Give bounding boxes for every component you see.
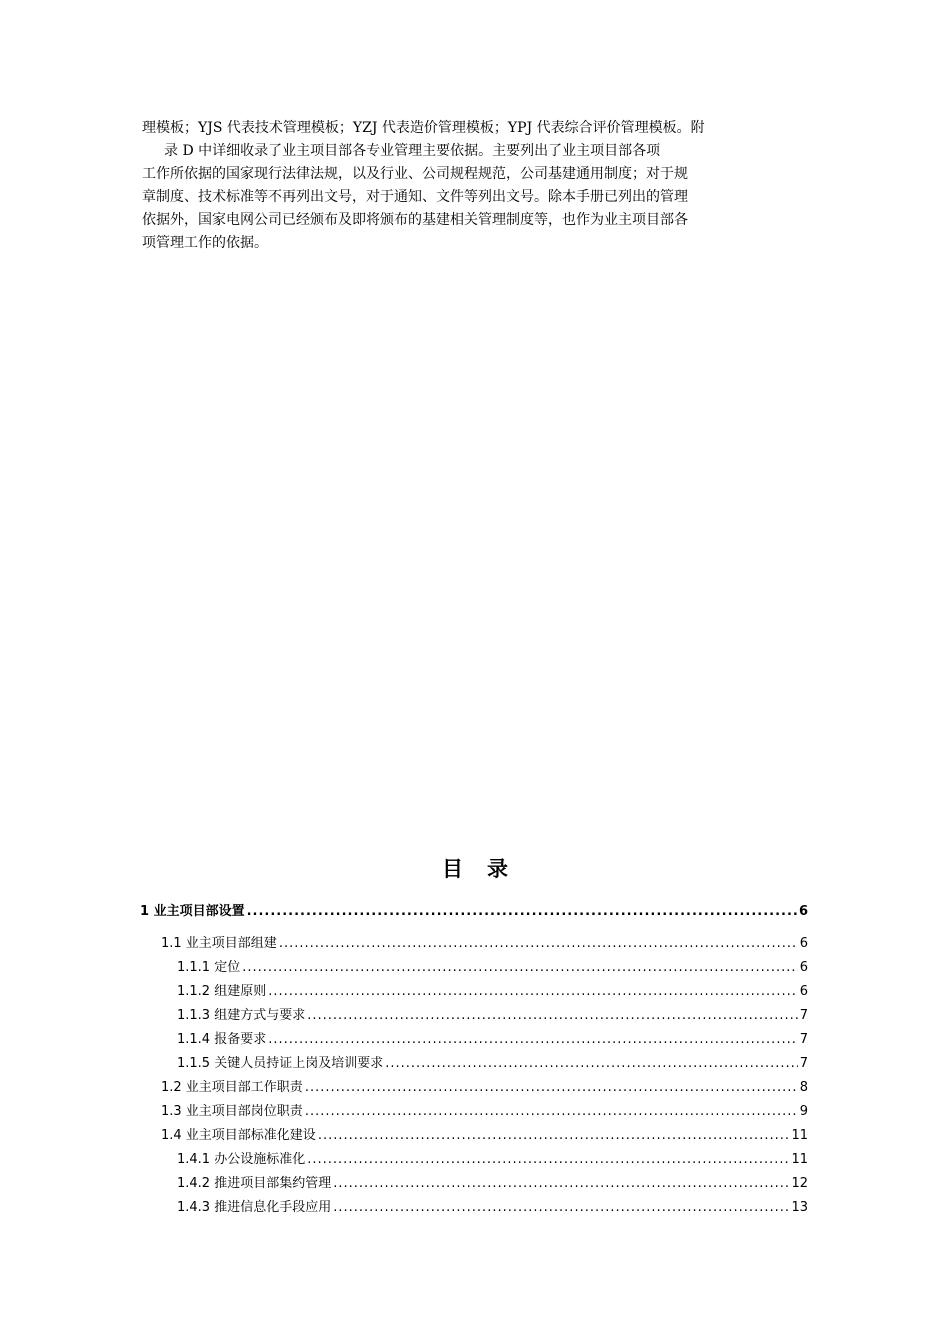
toc-page-number: 6 (798, 904, 808, 919)
toc-entry[interactable] (140, 1196, 808, 1220)
toc-leader-dots (247, 900, 797, 924)
intro-line: 章制度、技术标准等不再列出文号，对于通知、文件等列出文号。除本手册已列出的管理 (142, 189, 688, 205)
toc-entry[interactable] (140, 1052, 808, 1076)
toc-page-number: 6 (799, 960, 808, 975)
toc-entry[interactable] (140, 1028, 808, 1052)
toc-leader-dots (305, 1100, 798, 1124)
toc-leader-dots (268, 980, 798, 1004)
toc-entry-label: 1.1.1 定位 (177, 960, 241, 975)
toc-leader-dots (268, 1028, 798, 1052)
toc-leader-dots (333, 1196, 789, 1220)
toc-leader-dots (385, 1052, 798, 1076)
toc-leader-dots (279, 932, 798, 956)
toc-entry-label: 1.1.3 组建方式与要求 (177, 1008, 306, 1023)
toc-page-number: 13 (791, 1200, 808, 1215)
toc-entry[interactable] (140, 1172, 808, 1196)
toc-entry-label: 1.4.2 推进项目部集约管理 (177, 1176, 332, 1191)
toc-page-number: 7 (799, 1056, 808, 1071)
toc-entry[interactable] (140, 1076, 808, 1100)
toc-entry[interactable] (140, 932, 808, 956)
intro-line: 录 D 中详细收录了业主项目部各专业管理主要依据。主要列出了业主项目部各项 (164, 143, 661, 159)
toc-entry-label: 1 业主项目部设置 (140, 904, 245, 919)
toc-leader-dots (318, 1124, 790, 1148)
toc-entry[interactable] (140, 1148, 808, 1172)
toc-entry-label: 1.4 业主项目部标准化建设 (161, 1128, 316, 1143)
table-of-contents (140, 900, 808, 1220)
toc-entry[interactable] (140, 1124, 808, 1148)
toc-entry-label: 1.4.3 推进信息化手段应用 (177, 1200, 332, 1215)
toc-page-number: 6 (799, 936, 808, 951)
toc-leader-dots (333, 1172, 789, 1196)
toc-entry-label: 1.1.5 关键人员持证上岗及培训要求 (177, 1056, 384, 1071)
toc-leader-dots (307, 1148, 789, 1172)
toc-page-number: 8 (799, 1080, 808, 1095)
toc-leader-dots (305, 1076, 798, 1100)
intro-paragraph (142, 117, 814, 255)
toc-page-number: 11 (791, 1152, 808, 1167)
toc-entry[interactable] (140, 900, 808, 932)
toc-entry-label: 1.1 业主项目部组建 (161, 936, 277, 951)
toc-page-number: 6 (799, 984, 808, 999)
toc-entry[interactable] (140, 956, 808, 980)
toc-leader-dots (242, 956, 798, 980)
toc-page-number: 12 (791, 1176, 808, 1191)
intro-line: 项管理工作的依据。 (142, 235, 268, 251)
toc-entry[interactable] (140, 1100, 808, 1124)
toc-page-number: 7 (799, 1032, 808, 1047)
toc-entry-label: 1.1.2 组建原则 (177, 984, 267, 999)
toc-entry-label: 1.1.4 报备要求 (177, 1032, 267, 1047)
toc-entry-label: 1.4.1 办公设施标准化 (177, 1152, 306, 1167)
intro-line: 依据外，国家电网公司已经颁布及即将颁布的基建相关管理制度等，也作为业主项目部各 (142, 212, 688, 228)
intro-line: 理模板；YJS 代表技术管理模板；YZJ 代表造价管理模板；YPJ 代表综合评价管理模板。附 (142, 120, 705, 136)
toc-title: 目录 (442, 857, 532, 881)
toc-page-number: 9 (799, 1104, 808, 1119)
toc-page-number: 11 (791, 1128, 808, 1143)
toc-entry[interactable] (140, 980, 808, 1004)
toc-page-number: 7 (799, 1008, 808, 1023)
intro-line: 工作所依据的国家现行法律法规，以及行业、公司规程规范，公司基建通用制度；对于规 (142, 166, 688, 182)
toc-entry-label: 1.2 业主项目部工作职责 (161, 1080, 303, 1095)
toc-entry[interactable] (140, 1004, 808, 1028)
toc-entry-label: 1.3 业主项目部岗位职责 (161, 1104, 303, 1119)
toc-leader-dots (307, 1004, 798, 1028)
